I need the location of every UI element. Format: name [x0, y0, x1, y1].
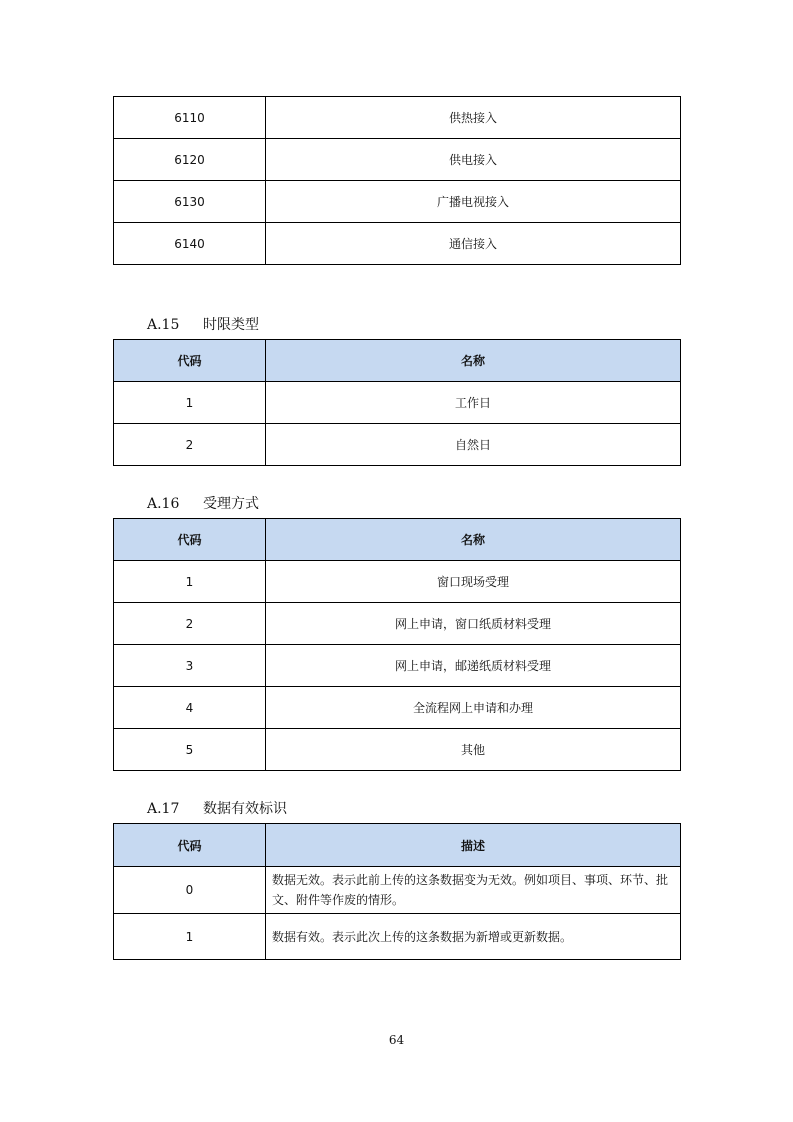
section-heading-a15 [147, 314, 259, 334]
section-title: 数据有效标识 [203, 801, 287, 817]
table-header-row [114, 824, 681, 867]
name-cell: 网上申请，窗口纸质材料受理 [266, 603, 681, 645]
name-cell: 网上申请，邮递纸质材料受理 [266, 645, 681, 687]
section-title: 时限类型 [203, 317, 259, 333]
table-row [114, 603, 681, 645]
table-row [114, 729, 681, 771]
code-cell: 5 [114, 729, 266, 771]
table-row [114, 867, 681, 914]
section-number: A.17 [147, 801, 180, 817]
code-cell: 6130 [114, 181, 266, 223]
code-cell: 0 [114, 867, 266, 914]
table-header-row [114, 340, 681, 382]
name-cell: 工作日 [266, 382, 681, 424]
header-description: 描述 [266, 824, 681, 867]
header-name: 名称 [266, 519, 681, 561]
name-cell: 全流程网上申请和办理 [266, 687, 681, 729]
table-row [114, 139, 681, 181]
section-heading-a17 [147, 798, 287, 818]
description-cell: 数据有效。表示此次上传的这条数据为新增或更新数据。 [266, 914, 681, 960]
code-cell: 4 [114, 687, 266, 729]
code-cell: 6110 [114, 97, 266, 139]
code-cell: 1 [114, 561, 266, 603]
code-cell: 2 [114, 603, 266, 645]
section-heading-a16 [147, 493, 259, 513]
table-row [114, 424, 681, 466]
name-cell: 供电接入 [266, 139, 681, 181]
name-cell: 广播电视接入 [266, 181, 681, 223]
table-row [114, 97, 681, 139]
table-header-row [114, 519, 681, 561]
time-limit-type-table [113, 339, 681, 466]
code-cell: 6120 [114, 139, 266, 181]
header-code: 代码 [114, 824, 266, 867]
code-cell: 2 [114, 424, 266, 466]
header-name: 名称 [266, 340, 681, 382]
code-cell: 3 [114, 645, 266, 687]
section-number: A.15 [147, 317, 180, 333]
section-title: 受理方式 [203, 496, 259, 512]
description-cell: 数据无效。表示此前上传的这条数据变为无效。例如项目、事项、环节、批文、附件等作废的情形。 [266, 867, 681, 914]
table-row [114, 645, 681, 687]
header-code: 代码 [114, 340, 266, 382]
table-row [114, 223, 681, 265]
name-cell: 供热接入 [266, 97, 681, 139]
section-number: A.16 [147, 496, 180, 512]
table-row [114, 382, 681, 424]
code-cell: 1 [114, 382, 266, 424]
table-row [114, 914, 681, 960]
code-cell: 6140 [114, 223, 266, 265]
connection-type-table [113, 96, 681, 265]
code-cell: 1 [114, 914, 266, 960]
page-number: 64 [388, 1033, 405, 1047]
data-validity-flag-table [113, 823, 681, 960]
name-cell: 其他 [266, 729, 681, 771]
header-code: 代码 [114, 519, 266, 561]
name-cell: 自然日 [266, 424, 681, 466]
table-row [114, 687, 681, 729]
name-cell: 窗口现场受理 [266, 561, 681, 603]
name-cell: 通信接入 [266, 223, 681, 265]
table-row [114, 181, 681, 223]
table-row [114, 561, 681, 603]
acceptance-method-table [113, 518, 681, 771]
